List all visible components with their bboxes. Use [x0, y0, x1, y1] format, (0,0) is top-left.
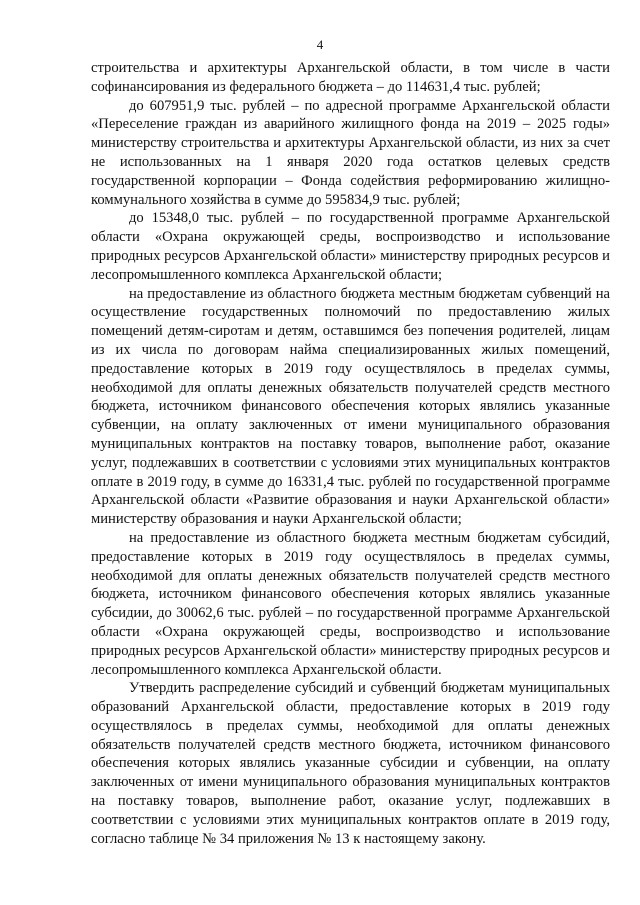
paragraph-resettlement-program: до 607951,9 тыс. рублей – по адресной программе Архангельской области «Переселение граждан из аварийного жилищного фонда на 2019 – 2025 годы» министерству строительства и архитектуры Архангельской области, из них за счет не использованных на 1 января 2020 года остатков целевых средств государственной корпорации – Фонда содействия реформированию жилищно-коммунального хозяйства в сумме до 595834,9 тыс. рублей;: [91, 97, 610, 208]
document-body: [91, 59, 610, 848]
paragraph-environment-program: до 15348,0 тыс. рублей – по государственной программе Архангельской области «Охрана окружающей среды, воспроизводство и использование природных ресурсов Архангельской области» министерству природных ресурсов и лесопромышленного комплекса Архангельской области;: [91, 210, 610, 283]
paragraph-orphan-housing-subventions: на предоставление из областного бюджета местным бюджетам субвенций на осуществление государственных полномочий по предоставлению жилых помещений детям-сиротам и детям, оставшимся без попечения родителей, лицам из их числа по договорам найма специализированных жилых помещений, предоставление которых в 2019 году осуществлялось в пределах суммы, необходимой для оплаты денежных обязательств получателей средств местного бюджета, источником финансового обеспечения которых являлись указанные субвенции, на оплату заключенных от имени муниципального образования муниципальных контрактов на поставку товаров, выполнение работ, оказание услуг, подлежавших в соответствии с условиями этих муниципальных контрактов оплате в 2019 году, в сумме до 16331,4 тыс. рублей по государственной программе Архангельской области «Развитие образования и науки Архангельской области» министерству образования и науки Архангельской области;: [91, 285, 610, 528]
paragraph-continuation: строительства и архитектуры Архангельской области, в том числе в части софинансирования из федерального бюджета – до 114631,4 тыс. рублей;: [91, 60, 610, 95]
paragraph-approve-distribution: Утвердить распределение субсидий и субвенций бюджетам муниципальных образований Архангельской области, предоставление которых в 2019 году осуществлялось в пределах суммы, необходимой для оплаты денежных обязательств получателей средств местного бюджета, источником финансового обеспечения которых являлись указанные субсидии и субвенции, на оплату заключенных от имени муниципального образования муниципальных контрактов на поставку товаров, выполнение работ, оказание услуг, подлежавших в соответствии с условиями этих муниципальных контрактов оплате в 2019 году, согласно таблице № 34 приложения № 13 к настоящему закону.: [91, 680, 610, 847]
page-number: 4: [316, 37, 324, 52]
paragraph-local-subsidies: на предоставление из областного бюджета местным бюджетам субсидий, предоставление которых в 2019 году осуществлялось в пределах суммы, необходимой для оплаты денежных обязательств получателей средств местного бюджета, источником финансового обеспечения которых являлись указанные субсидии, до 30062,6 тыс. рублей – по государственной программе Архангельской области «Охрана окружающей среды, воспроизводство и использование природных ресурсов Архангельской области» министерству природных ресурсов и лесопромышленного комплекса Архангельской области.: [91, 529, 610, 678]
